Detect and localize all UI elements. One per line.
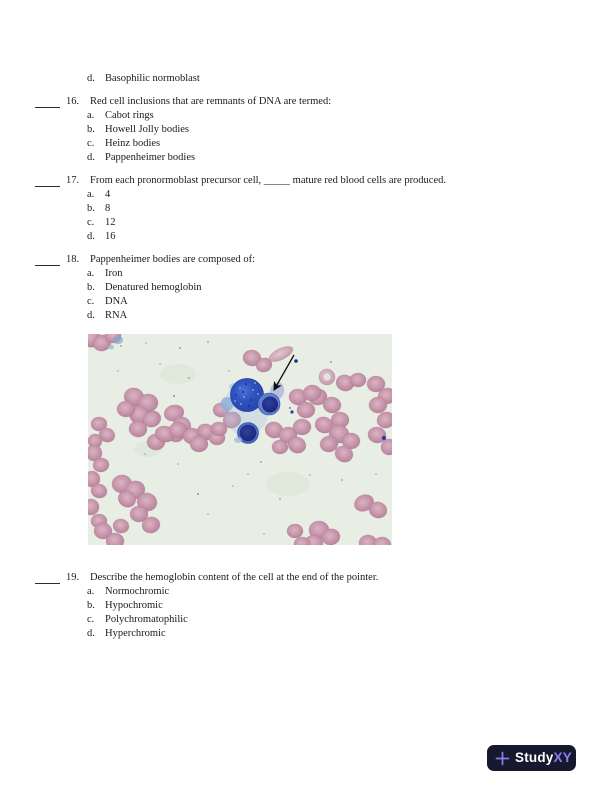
option-a	[87, 188, 594, 202]
option-b	[87, 281, 594, 295]
option-b	[87, 123, 594, 137]
option-text: 8	[105, 203, 111, 214]
plus-icon	[495, 751, 510, 766]
brand-study-text: Study	[515, 750, 554, 765]
option-a	[87, 267, 594, 281]
option-text: 16	[105, 231, 116, 242]
option-a	[87, 585, 594, 599]
question-text: From each pronormoblast precursor cell, _____ mature red blood cells are produced.	[90, 175, 447, 186]
option-text: Denatured hemoglobin	[105, 282, 202, 293]
studyxy-logo	[487, 745, 576, 771]
carryover-option	[87, 72, 200, 86]
option-b	[87, 202, 594, 216]
option-text: RNA	[105, 310, 128, 321]
option-text: Hypochromic	[105, 600, 163, 611]
option-letter: d.	[87, 310, 95, 321]
option-letter: d.	[87, 628, 95, 639]
option-letter: a.	[87, 110, 95, 121]
pointed-cell-nucleus	[262, 397, 278, 413]
option-letter: b.	[87, 203, 95, 214]
option-d	[87, 627, 594, 641]
blood-smear-image	[88, 334, 392, 545]
option-text: 12	[105, 217, 116, 228]
answer-blank	[35, 253, 60, 266]
option-letter: b.	[87, 600, 95, 611]
option-text: Heinz bodies	[105, 138, 161, 149]
answer-blank	[35, 95, 60, 108]
option-letter: d.	[87, 152, 95, 163]
question-16	[35, 95, 594, 165]
option-text: Cabot rings	[105, 110, 154, 121]
option-c	[87, 295, 594, 309]
option-text: Howell Jolly bodies	[105, 124, 189, 135]
option-d	[87, 309, 594, 323]
option-c	[87, 216, 594, 230]
option-letter: b.	[87, 282, 95, 293]
question-number: 18.	[66, 254, 80, 265]
question-18	[35, 253, 594, 323]
question-19	[35, 571, 594, 641]
option-letter: a.	[87, 189, 95, 200]
question-number: 17.	[66, 175, 80, 186]
option-text: Basophilic normoblast	[105, 73, 200, 84]
blood-smear-figure	[88, 334, 392, 545]
question-line	[35, 253, 594, 267]
option-letter: d.	[87, 231, 95, 242]
brand-xy-text: XY	[553, 750, 572, 765]
question-line	[35, 571, 594, 585]
option-c	[87, 137, 594, 151]
question-text: Red cell inclusions that are remnants of DNA are termed:	[90, 96, 332, 107]
option-letter: c.	[87, 217, 95, 228]
option-text: Normochromic	[105, 586, 170, 597]
option-letter: c.	[87, 138, 95, 149]
option-text: Pappenheimer bodies	[105, 152, 196, 163]
question-number: 19.	[66, 572, 80, 583]
option-text: Polychromatophilic	[105, 614, 188, 625]
option-letter: d.	[87, 73, 95, 84]
option-d	[87, 230, 594, 244]
question-text: Describe the hemoglobin content of the cell at the end of the pointer.	[90, 572, 379, 583]
option-letter: b.	[87, 124, 95, 135]
option-d	[87, 151, 594, 165]
question-line	[35, 174, 594, 188]
question-number: 16.	[66, 96, 80, 107]
answer-blank	[35, 174, 60, 187]
option-a	[87, 109, 594, 123]
question-text: Pappenheimer bodies are composed of:	[90, 254, 256, 265]
option-letter: c.	[87, 614, 95, 625]
option-text: Iron	[105, 268, 123, 279]
answer-blank	[35, 571, 60, 584]
option-letter: a.	[87, 586, 95, 597]
option-text: 4	[105, 189, 111, 200]
option-text: Hyperchromic	[105, 628, 166, 639]
question-17	[35, 174, 594, 244]
option-letter: a.	[87, 268, 95, 279]
option-text: DNA	[105, 296, 128, 307]
question-line	[35, 95, 594, 109]
option-b	[87, 599, 594, 613]
option-c	[87, 613, 594, 627]
option-letter: c.	[87, 296, 95, 307]
